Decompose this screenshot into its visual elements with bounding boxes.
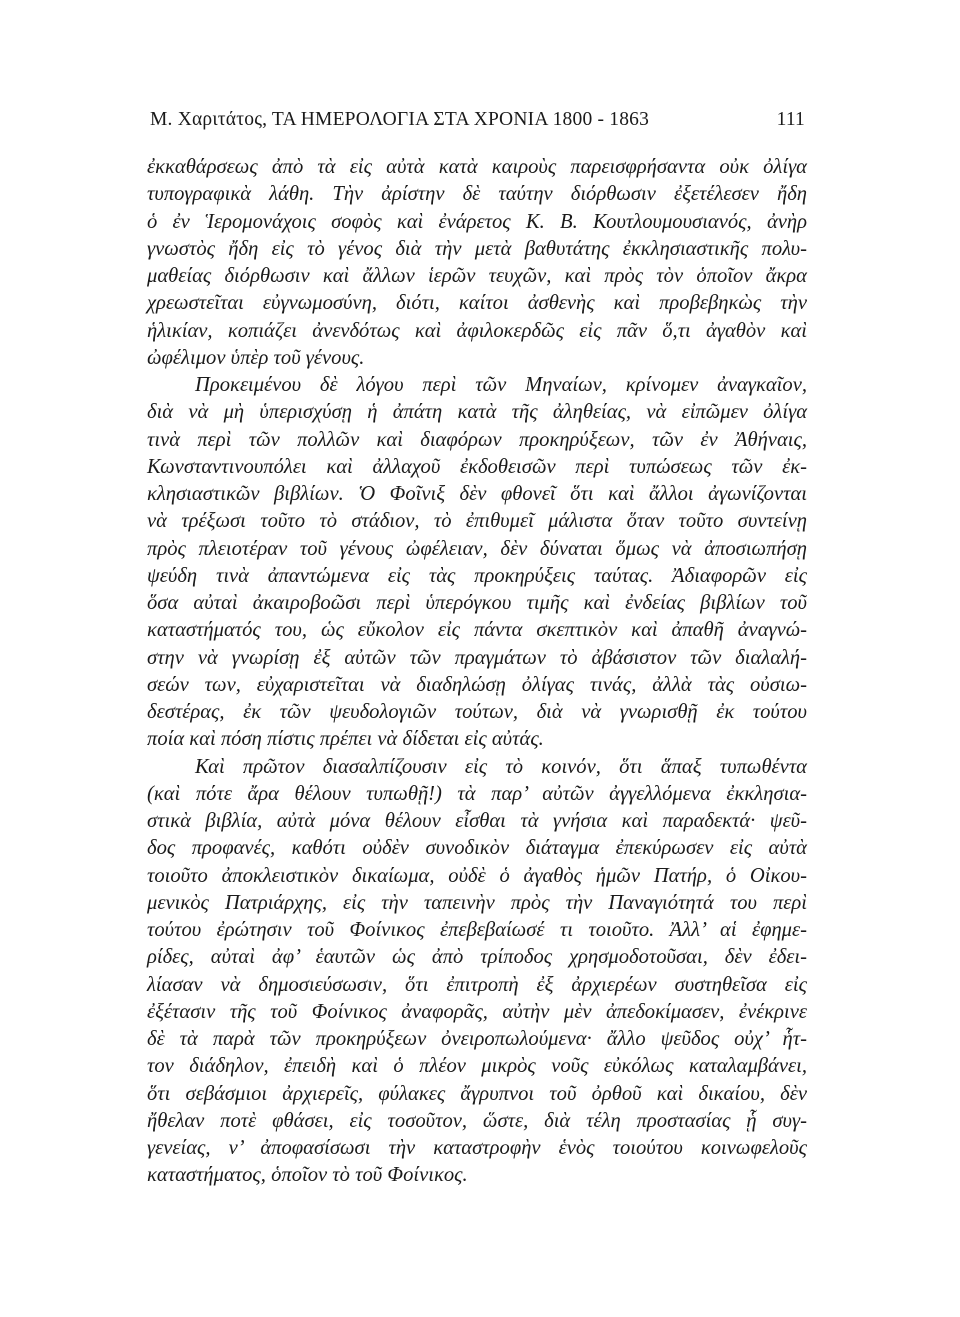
text-line: στην νὰ γνωρίσῃ ἐξ αὐτῶν τῶν πραγμάτων τὸ ἀβάσιστον τῶν διαλαλή- [147, 646, 807, 669]
text-line: καταστήματός του, ὡς εὔκολον εἰς πάντα σκεπτικὸν καὶ ἀπαθῆ ἀναγνώ- [147, 619, 807, 642]
running-title: Μ. Χαριτάτος, ΤΑ ΗΜΕΡΟΛΟΓΙΑ ΣΤΑ ΧΡΟΝΙΑ 1800 - 1863 [150, 109, 650, 130]
text-line: δὲ τὰ παρὰ τῶν προκηρύξεων ὀνειροπωλούμενα· ἄλλο ψεῦδος οὐχ’ ἧτ- [147, 1028, 807, 1050]
text-line: ὅτι σεβάσμιοι ἀρχιερεῖς, φύλακες ἄγρυπνοι τοῦ ὀρθοῦ καὶ δικαίου, δὲν [147, 1082, 807, 1105]
text-line: στικὰ βιβλία, αὐτὰ μόνα θέλουν εἶσθαι τὰ γνήσια καὶ παραδεκτά· ψεῦ- [147, 810, 807, 832]
text-line: κλησιαστικῶν βιβλίων. Ὁ Φοῖνιξ δὲν φθονεῖ ὅτι καὶ ἄλλοι ἀγωνίζονται [147, 483, 807, 505]
text-line: νὰ τρέξωσι τοῦτο τὸ στάδιον, τὸ ἐπιθυμεῖ μάλιστα ὅταν τοῦτο συντείνῃ [147, 510, 807, 533]
text-line: μαθείας διόρθωσιν καὶ ἄλλων ἱερῶν τευχῶν, καὶ πρὸς τὸν ὁποῖον ἄκρα [147, 265, 807, 287]
text-line: ποία καὶ πόση πίστις πρέπει νὰ δίδεται εἰς αὐτάς. [147, 728, 544, 751]
text-line: ὅσα αὐταὶ ἀκαιροβοῶσι περὶ ὑπερόγκου τιμῆς καὶ ἐνδείας βιβλίων τοῦ [147, 592, 807, 614]
text-line: τοιοῦτο ἀποκλειστικὸν δικαίωμα, οὐδὲ ὁ ἀγαθὸς ἡμῶν Πατήρ, ὁ Οἰκου- [147, 864, 807, 887]
text-line: καταστήματος, ὁποῖον τὸ τοῦ Φοίνικος. [147, 1164, 468, 1187]
text-line: δος προφανές, καθότι οὐδὲν συνοδικὸν διάταγμα ἐπεκύρωσεν εἰς αὐτὰ [147, 837, 807, 860]
text-line: ψεύδη τινὰ ἀπαντώμενα εἰς τὰς προκηρύξεις ταύτας. Ἀδιαφορῶν εἰς [147, 564, 807, 587]
paragraph-2 [147, 372, 807, 754]
text-line: τινὰ περὶ τῶν πολλῶν καὶ διαφόρων προκηρύξεων, τῶν ἐν Ἀθήναις, [147, 428, 807, 451]
text-line: (καὶ πότε ἄρα θέλουν τυπωθῇ!) τὰ παρ’ αὐτῶν ἀγγελλόμενα ἐκκλησια- [147, 782, 807, 805]
text-line: ρίδες, αὐταὶ ἀφ’ ἑαυτῶν ὡς ἀπὸ τρίποδος χρησμοδοτοῦσαι, δὲν ἐδει- [147, 946, 807, 969]
text-line: πρὸς πλειοτέραν τοῦ γένους ὠφέλειαν, δὲν δύναται ὅμως νὰ ἀποσιωπήσῃ [147, 537, 807, 560]
text-line: τούτου ἐρώτησιν τοῦ Φοίνικος ἐπεβεβαίωσέ τι τοιοῦτο. Ἀλλ’ αἱ ἐφημε- [147, 919, 807, 941]
text-line: ὠφέλιμον ὑπὲρ τοῦ γένους. [147, 346, 365, 369]
text-line: χρεωστεῖται εὐγνωμοσύνη, διότι, καίτοι ἀσθενὴς καὶ προβεβηκὼς τὴν [147, 292, 807, 315]
paragraph-1 [147, 154, 807, 372]
text-line: ἐκκαθάρσεως ἀπὸ τὰ εἰς αὐτὰ κατὰ καιροὺς παρεισφρήσαντα οὐκ ὀλίγα [147, 156, 807, 178]
text-line: διὰ νὰ μὴ ὑπερισχύσῃ ἡ ἀπάτη κατὰ τῆς ἀληθείας, νὰ εἰπῶμεν ὀλίγα [147, 401, 807, 424]
text-line: μενικὸς Πατριάρχης, εἰς τὴν ταπεινὴν πρὸς τὴν Παναγιότητά του περὶ [147, 891, 807, 914]
paragraph-3 [147, 754, 807, 1190]
running-head [150, 109, 805, 139]
text-line: σεών των, εὐχαριστεῖται νὰ διαδηλώσῃ ὀλίγας τινάς, ἀλλὰ τὰς οὐσιω- [147, 673, 807, 696]
text-line: τυπογραφικὰ λάθη. Τὴν ἀρίστην δὲ ταύτην διόρθωσιν ἐξετέλεσεν ἤδη [147, 183, 807, 206]
text-line: γενείας, ν’ ἀποφασίσωσι τὴν καταστροφὴν ἑνὸς τοιούτου κοινωφελοῦς [147, 1137, 807, 1159]
text-line: τον διάδηλον, ἐπειδὴ καὶ ὁ πλέον μικρὸς νοῦς εὐκόλως καταλαμβάνει, [147, 1055, 807, 1078]
page-number: 111 [776, 109, 805, 130]
text-line: Προκειμένου δὲ λόγου περὶ τῶν Μηναίων, κρίνομεν ἀναγκαῖον, [195, 374, 807, 396]
body-text [147, 154, 807, 1190]
text-line: Καὶ πρῶτον διασαλπίζουσιν εἰς τὸ κοινόν, ὅτι ἅπαξ τυπωθέντα [195, 755, 807, 778]
text-line: λίασαν νὰ δημοσιεύσωσιν, ὅτι ἐπιτροπὴ ἐξ ἀρχιερέων συστηθεῖσα εἰς [147, 973, 807, 996]
text-line: ἐξέτασιν τῆς τοῦ Φοίνικος ἀναφορᾶς, αὐτὴν μὲν ἀπεδοκίμασεν, ἐνέκρινε [147, 1000, 807, 1023]
text-line: ἡλικίαν, κοπιάζει ἀνενδότως καὶ ἀφιλοκερδῶς εἰς πᾶν ὅ,τι ἀγαθὸν καὶ [147, 319, 807, 342]
text-line: Κωνσταντινουπόλει καὶ ἀλλαχοῦ ἐκδοθεισῶν περὶ τυπώσεως τῶν ἐκ- [147, 455, 807, 478]
text-line: δεστέρας, ἐκ τῶν ψευδολογιῶν τούτων, διὰ νὰ γνωρισθῇ ἐκ τούτου [147, 701, 807, 723]
text-line: γνωστὸς ἤδη εἰς τὸ γένος διὰ τὴν μετὰ βαθυτάτης ἐκκλησιαστικῆς πολυ- [147, 237, 807, 260]
text-line: ἤθελαν ποτὲ φθάσει, εἰς τοσοῦτον, ὥστε, διὰ τέλη προστασίας ᾗ συγ- [147, 1109, 807, 1132]
text-line: ὁ ἐν Ἱερομονάχοις σοφὸς καὶ ἐνάρετος Κ. Β. Κουτλουμουσιανός, ἀνὴρ [147, 210, 807, 233]
